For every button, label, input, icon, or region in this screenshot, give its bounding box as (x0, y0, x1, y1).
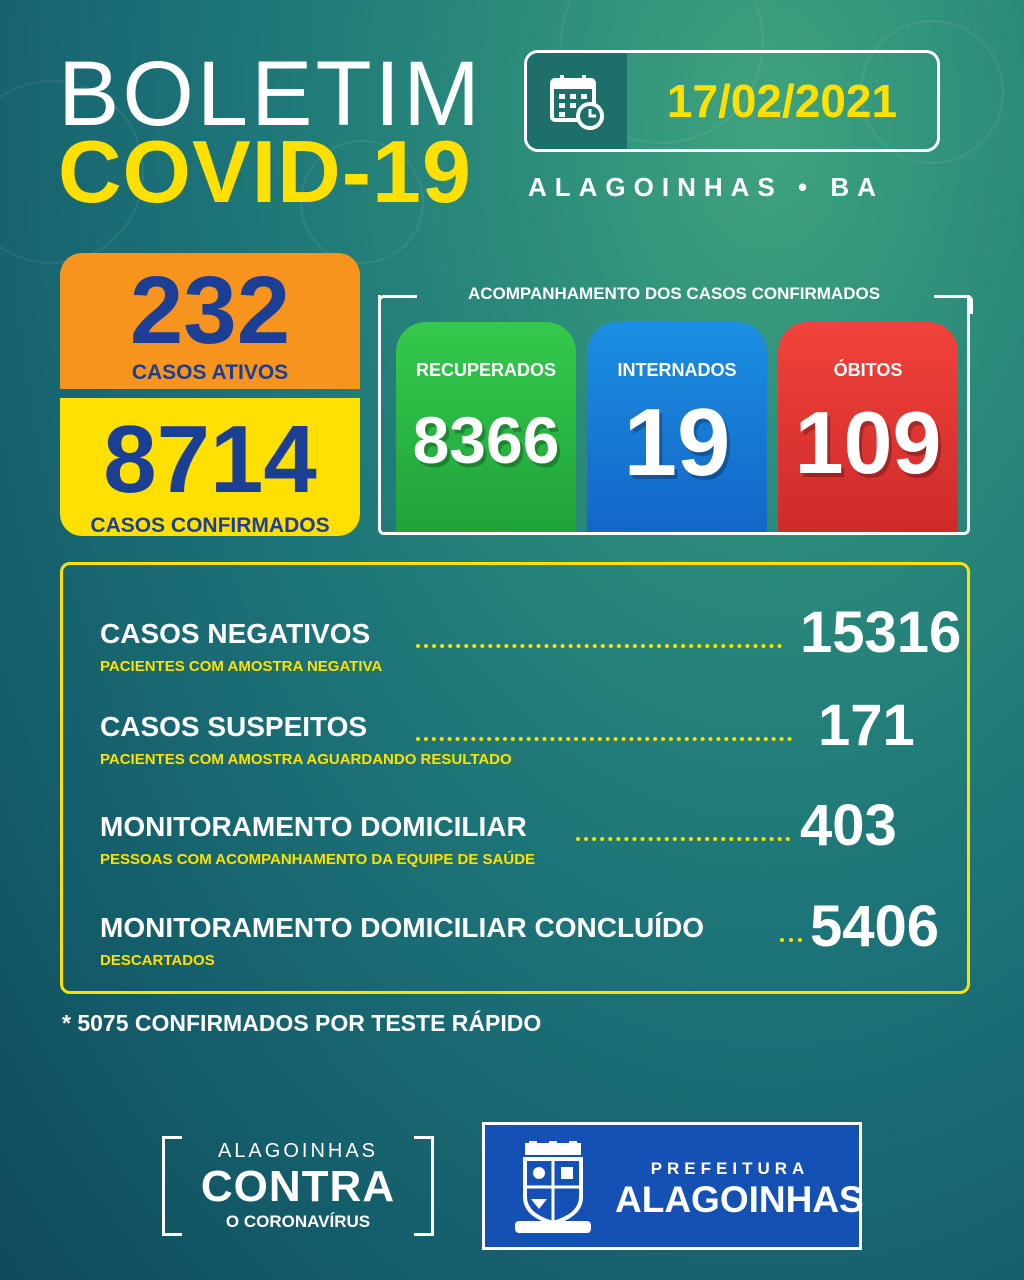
campaign-logo (162, 1136, 434, 1238)
stat-row (100, 793, 970, 891)
dotted-leader (416, 626, 782, 648)
stat-title: CASOS NEGATIVOS (100, 618, 371, 649)
campaign-logo-line3: O CORONAVÍRUS (225, 1212, 371, 1231)
stat-value: 5406 (810, 894, 940, 959)
prefeitura-city: ALAGOINHAS (615, 1179, 864, 1220)
stat-row (100, 894, 970, 992)
hospitalized-value: 19 (623, 389, 731, 496)
prefeitura-logo (482, 1122, 862, 1250)
stat-value: 15316 (800, 600, 962, 665)
stat-row (100, 600, 970, 698)
campaign-logo-line1: ALAGOINHAS (217, 1140, 379, 1162)
stat-row (100, 693, 970, 791)
deaths-label: ÓBITOS (833, 360, 903, 380)
confirmed-cases-label: CASOS CONFIRMADOS (90, 514, 330, 537)
dotted-leader (416, 719, 792, 741)
stat-subtitle: PACIENTES COM AMOSTRA AGUARDANDO RESULTADO (100, 751, 512, 768)
deaths-card (778, 322, 958, 532)
active-cases-value: 232 (129, 257, 291, 364)
deaths-value: 109 (794, 393, 942, 492)
recovered-label: RECUPERADOS (415, 360, 557, 380)
date-box (524, 50, 940, 152)
stat-title: MONITORAMENTO DOMICILIAR (100, 811, 527, 842)
bulletin-date: 17/02/2021 (666, 75, 898, 127)
stat-value: 171 (818, 693, 915, 758)
location-label: ALAGOINHAS • BA (528, 172, 884, 202)
active-cases-label: CASOS ATIVOS (131, 361, 289, 384)
confirmed-cases-card (60, 398, 360, 536)
dotted-leader (576, 819, 790, 841)
campaign-logo-line2: CONTRA (200, 1162, 396, 1211)
stat-subtitle: DESCARTADOS (100, 952, 215, 969)
hospitalized-label: INTERNADOS (617, 360, 737, 380)
dotted-leader (780, 920, 802, 942)
title-covid: COVID-19 (58, 122, 472, 221)
stat-subtitle: PESSOAS COM ACOMPANHAMENTO DA EQUIPE DE SAÚDE (100, 851, 536, 868)
stat-title: CASOS SUSPEITOS (100, 711, 368, 742)
confirmed-cases-value: 8714 (103, 406, 317, 513)
prefeitura-label: PREFEITURA (650, 1159, 810, 1178)
city-crest-icon (511, 1141, 595, 1240)
stat-subtitle: PACIENTES COM AMOSTRA NEGATIVA (100, 658, 383, 675)
recovered-card (396, 322, 576, 532)
recovered-value: 8366 (412, 403, 560, 477)
tracking-title: ACOMPANHAMENTO DOS CASOS CONFIRMADOS (467, 284, 881, 303)
stat-title: MONITORAMENTO DOMICILIAR CONCLUÍDO (100, 912, 705, 943)
stat-value: 403 (800, 793, 897, 858)
hospitalized-card (587, 322, 767, 532)
calendar-clock-icon (527, 53, 627, 149)
title-boletim: BOLETIM (58, 43, 483, 145)
active-cases-card (60, 253, 360, 389)
footnote: * 5075 CONFIRMADOS POR TESTE RÁPIDO (62, 1010, 542, 1036)
